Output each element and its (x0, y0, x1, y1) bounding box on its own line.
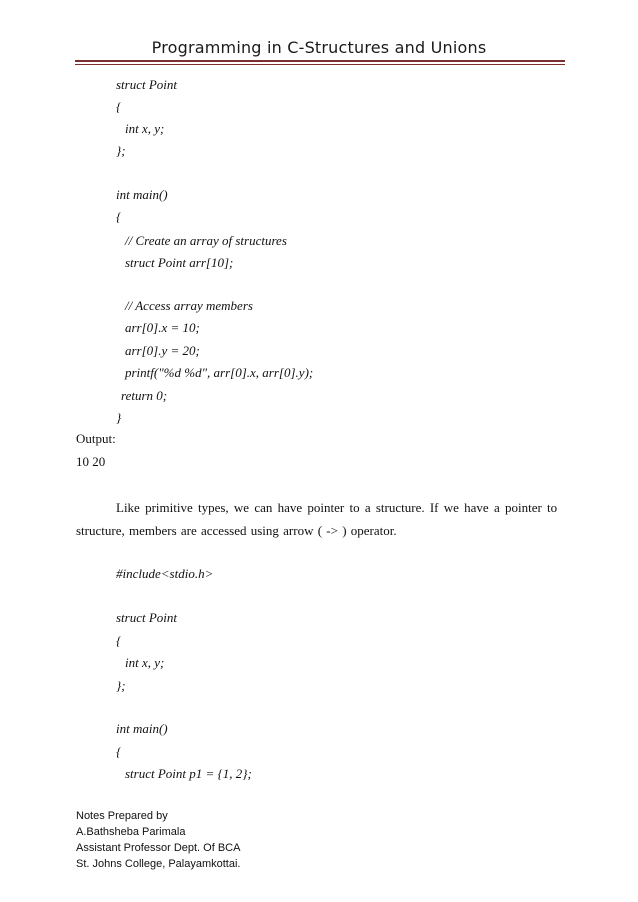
code-line: arr[0].x = 10; (125, 320, 200, 335)
page-header-title: Programming in C-Structures and Unions (151, 38, 487, 57)
code-line: int x, y; (125, 121, 165, 136)
footer-line: Notes Prepared by (76, 810, 168, 822)
page-footer (76, 808, 240, 872)
code-comment: // Create an array of structures (125, 233, 287, 248)
code-include: #include<stdio.h> (116, 566, 214, 581)
code-line: }; (116, 143, 126, 158)
code-line: struct Point arr[10]; (125, 255, 234, 270)
paragraph-line: structure, members are accessed using arrow ( -> ) operator. (76, 523, 397, 538)
footer-line: A.Bathsheba Parimala (76, 826, 186, 838)
code-line: } (116, 410, 122, 425)
code-line: struct Point (116, 610, 178, 625)
code-line: }; (116, 678, 126, 693)
code-line: struct Point (116, 77, 178, 92)
code-line: printf("%d %d", arr[0].x, arr[0].y); (125, 365, 314, 380)
header-rule-thin (75, 64, 565, 65)
code-line: { (116, 633, 122, 648)
code-line: { (116, 99, 122, 114)
code-line: struct Point p1 = {1, 2}; (125, 766, 252, 781)
code-line: int x, y; (125, 655, 165, 670)
code-line: { (116, 209, 122, 224)
code-line: int main() (116, 721, 168, 736)
code-line: int main() (116, 187, 168, 202)
header-rule (75, 60, 565, 62)
output-label: Output: (76, 431, 116, 446)
footer-line: St. Johns College, Palayamkottai. (76, 858, 241, 870)
code-comment: // Access array members (125, 298, 253, 313)
code-line: return 0; (121, 388, 168, 403)
code-line: arr[0].y = 20; (125, 343, 200, 358)
code-line: { (116, 744, 122, 759)
paragraph-line: Like primitive types, we can have pointer to a structure. If we have a pointer to (116, 500, 558, 515)
output-value: 10 20 (76, 454, 106, 469)
footer-line: Assistant Professor Dept. Of BCA (76, 842, 241, 854)
